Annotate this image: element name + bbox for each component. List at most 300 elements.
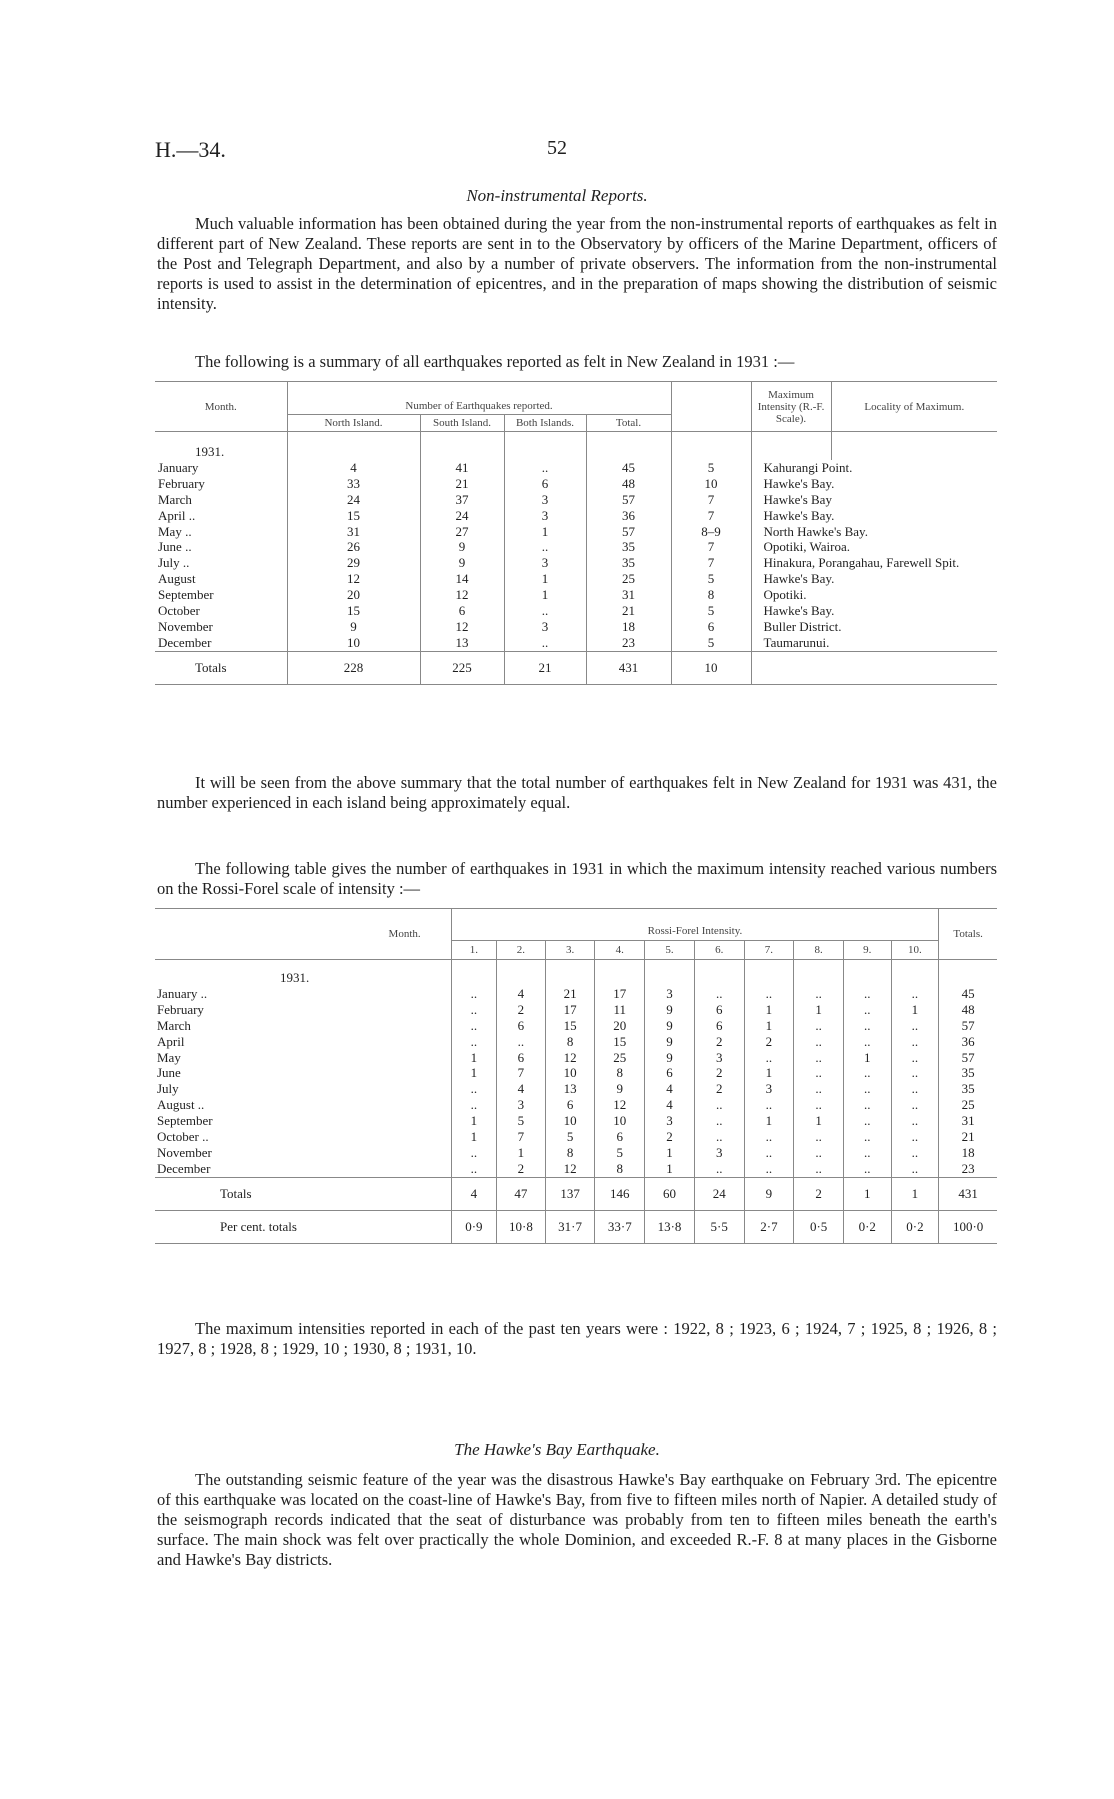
percent-total-cell: 100·0 <box>939 1210 997 1243</box>
table-row <box>155 476 997 492</box>
intensity-cell: 4 <box>645 1097 695 1113</box>
intensity-cell: 1 <box>843 1050 891 1066</box>
intensity-cell: 1 <box>497 1145 546 1161</box>
intensity-cell: 7 <box>497 1065 546 1081</box>
table-row <box>155 524 997 540</box>
month-cell: November <box>157 1144 212 1160</box>
north-cell: 9 <box>287 619 420 635</box>
intensity-cell: 1 <box>744 1018 794 1034</box>
intensity-cell: 1 <box>645 1145 695 1161</box>
month-cell: June <box>157 1065 181 1081</box>
intensity-level-header: 6. <box>694 941 744 960</box>
totals-cell: 4 <box>451 1177 496 1210</box>
total-cell: 18 <box>586 619 671 635</box>
both-cell: 1 <box>504 587 586 603</box>
intensity-cell: .. <box>694 986 744 1002</box>
intensity-cell: .. <box>891 1034 939 1050</box>
table-row <box>155 1097 997 1113</box>
south-cell: 14 <box>420 571 504 587</box>
table-row <box>155 571 997 587</box>
rossi-forel-table <box>155 908 997 1244</box>
south-cell: 13 <box>420 635 504 651</box>
row-total-cell: 23 <box>939 1161 997 1177</box>
intensity-cell: .. <box>794 1145 844 1161</box>
both-cell: .. <box>504 603 586 619</box>
table-row <box>155 460 997 476</box>
intensity-cell: 9 <box>595 1081 645 1097</box>
intensity-level-header: 9. <box>843 941 891 960</box>
percent-cell: 0·9 <box>451 1210 496 1243</box>
south-cell: 9 <box>420 555 504 571</box>
month-cell: January .. <box>157 985 208 1001</box>
intensity-level-header: 7. <box>744 941 794 960</box>
t2-totals-header: Totals. <box>939 909 997 960</box>
intensity-cell: 8 <box>595 1065 645 1081</box>
month-cell: January <box>158 459 199 475</box>
intensity-cell: 3 <box>645 1113 695 1129</box>
intensity-cell: .. <box>451 986 496 1002</box>
col-month-header: Month. <box>204 400 237 413</box>
month-cell: June .. <box>158 539 192 555</box>
month-cell: October <box>158 603 200 619</box>
north-cell: 15 <box>287 508 420 524</box>
totals-locality-empty <box>751 651 831 684</box>
max-cell: 7 <box>671 555 751 571</box>
intensity-cell: .. <box>451 1002 496 1018</box>
intensity-cell: 9 <box>645 1050 695 1066</box>
intensity-cell: .. <box>451 1097 496 1113</box>
intensity-cell: 5 <box>545 1129 595 1145</box>
intensity-cell: 10 <box>595 1113 645 1129</box>
totals-south: 225 <box>420 651 504 684</box>
intensity-cell: 12 <box>595 1097 645 1113</box>
locality-cell: Hawke's Bay. <box>751 603 831 619</box>
intensity-level-header: 4. <box>595 941 645 960</box>
intensity-cell: 1 <box>645 1161 695 1177</box>
both-cell: .. <box>504 460 586 476</box>
both-cell: .. <box>504 635 586 651</box>
intensity-cell: 1 <box>451 1065 496 1081</box>
intensity-cell: 1 <box>794 1002 844 1018</box>
total-cell: 25 <box>586 571 671 587</box>
intensity-cell: .. <box>451 1145 496 1161</box>
intensity-level-header: 1. <box>451 941 496 960</box>
south-cell: 6 <box>420 603 504 619</box>
table-row <box>155 1113 997 1129</box>
table-row <box>155 1002 997 1018</box>
intensity-level-header: 5. <box>645 941 695 960</box>
locality-cell: Taumarunui. <box>751 635 831 651</box>
percent-cell: 31·7 <box>545 1210 595 1243</box>
totals-row <box>155 651 997 684</box>
intensity-cell: .. <box>451 1018 496 1034</box>
month-cell: May <box>157 1049 181 1065</box>
intensity-cell: 25 <box>595 1050 645 1066</box>
intensity-cell: .. <box>451 1161 496 1177</box>
row-total-cell: 25 <box>939 1097 997 1113</box>
locality-cell: Opotiki, Wairoa. <box>751 539 831 555</box>
intensity-cell: 12 <box>545 1050 595 1066</box>
intensity-cell: .. <box>891 1161 939 1177</box>
table-row <box>155 587 997 603</box>
locality-cell: Hawke's Bay. <box>751 476 831 492</box>
intensity-cell: .. <box>794 1018 844 1034</box>
table-row <box>155 635 997 651</box>
intensity-cell: .. <box>794 1081 844 1097</box>
intensity-cell: 12 <box>545 1161 595 1177</box>
percent-row <box>155 1210 997 1243</box>
intensity-cell: 2 <box>744 1034 794 1050</box>
table-row <box>155 1081 997 1097</box>
intensity-cell: .. <box>794 1097 844 1113</box>
row-total-cell: 35 <box>939 1081 997 1097</box>
intensity-cell: .. <box>497 1034 546 1050</box>
percent-cell: 0·5 <box>794 1210 844 1243</box>
locality-cell: Buller District. <box>751 619 831 635</box>
month-cell: July .. <box>158 555 190 571</box>
intensity-cell: 11 <box>595 1002 645 1018</box>
intensity-cell: 10 <box>545 1113 595 1129</box>
intensity-cell: 2 <box>694 1065 744 1081</box>
month-cell: November <box>158 618 213 634</box>
table1-intro: The following is a summary of all earthquakes reported as felt in New Zealand in 1931 :— <box>195 352 795 371</box>
north-cell: 12 <box>287 571 420 587</box>
both-cell: .. <box>504 539 586 555</box>
south-cell: 9 <box>420 539 504 555</box>
total-cell: 45 <box>586 460 671 476</box>
max-cell: 5 <box>671 603 751 619</box>
totals-cell: 137 <box>545 1177 595 1210</box>
both-cell: 3 <box>504 492 586 508</box>
row-total-cell: 36 <box>939 1034 997 1050</box>
row-total-cell: 21 <box>939 1129 997 1145</box>
intensity-cell: .. <box>451 1034 496 1050</box>
both-cell: 3 <box>504 619 586 635</box>
max-cell: 5 <box>671 571 751 587</box>
col-reported-header: Number of Earthquakes reported. <box>287 382 671 415</box>
table-row <box>155 1050 997 1066</box>
intensity-cell: .. <box>843 1018 891 1034</box>
intensity-cell: 5 <box>595 1145 645 1161</box>
totals-cell: 2 <box>794 1177 844 1210</box>
table-row <box>155 603 997 619</box>
row-total-cell: 35 <box>939 1065 997 1081</box>
table-row <box>155 1145 997 1161</box>
intensity-cell: 3 <box>497 1097 546 1113</box>
intensity-cell: .. <box>891 1113 939 1129</box>
south-cell: 12 <box>420 619 504 635</box>
percent-cell: 33·7 <box>595 1210 645 1243</box>
intensity-cell: .. <box>891 1065 939 1081</box>
intensity-cell: 2 <box>694 1081 744 1097</box>
section-heading-hawkes-bay: The Hawke's Bay Earthquake. <box>454 1440 660 1459</box>
intensity-cell: 3 <box>645 986 695 1002</box>
row-total-cell: 45 <box>939 986 997 1002</box>
intensity-cell: 20 <box>595 1018 645 1034</box>
intensity-cell: .. <box>694 1113 744 1129</box>
percent-cell: 5·5 <box>694 1210 744 1243</box>
intensity-cell: .. <box>744 1129 794 1145</box>
max-cell: 8–9 <box>671 524 751 540</box>
total-cell: 31 <box>586 587 671 603</box>
intro-paragraph: Much valuable information has been obtained during the year from the non-instrumental reports of earthquakes as felt in different part of New Zealand. These reports are sent in to the Observatory by officers of the Marine Department, officers of the Post and Telegraph Department, and also by a number of private observers. The information from the non-instrumental reports is used to assist in the determination of epicentres, and in the preparation of maps showing the distribution of seismic intensity. <box>157 214 997 313</box>
intensity-cell: 13 <box>545 1081 595 1097</box>
table-row <box>155 986 997 1002</box>
month-cell: July <box>157 1081 179 1097</box>
north-cell: 10 <box>287 635 420 651</box>
month-cell: April .. <box>158 507 196 523</box>
intensity-cell: 1 <box>451 1113 496 1129</box>
intensity-cell: 1 <box>451 1050 496 1066</box>
intensity-cell: .. <box>794 1034 844 1050</box>
north-cell: 20 <box>287 587 420 603</box>
row-total-cell: 57 <box>939 1050 997 1066</box>
intensity-cell: .. <box>794 1161 844 1177</box>
month-cell: March <box>157 1017 191 1033</box>
both-cell: 1 <box>504 524 586 540</box>
intensity-cell: .. <box>794 986 844 1002</box>
totals-total: 431 <box>586 651 671 684</box>
north-cell: 4 <box>287 460 420 476</box>
intensity-cell: .. <box>744 1161 794 1177</box>
totals-cell: 24 <box>694 1177 744 1210</box>
intensity-cell: .. <box>843 1081 891 1097</box>
year-label: 1931. <box>195 444 225 459</box>
locality-cell: Hawke's Bay. <box>751 508 831 524</box>
locality-cell: Hinakura, Porangahau, Farewell Spit. <box>751 555 831 571</box>
intensity-cell: .. <box>744 986 794 1002</box>
both-cell: 6 <box>504 476 586 492</box>
intensity-level-header: 10. <box>891 941 939 960</box>
intensity-cell: .. <box>843 1097 891 1113</box>
totals-north: 228 <box>287 651 420 684</box>
totals-cell: 47 <box>497 1177 546 1210</box>
intensity-cell: .. <box>843 1145 891 1161</box>
hawkes-bay-paragraph: The outstanding seismic feature of the year was the disastrous Hawke's Bay earthquake on February 3rd. The epicentre of this earthquake was located on the coast-line of Hawke's Bay, from five to fifteen miles north of Napier. A detailed study of the seismograph records indicated that the seat of disturbance was probably from ten to fifteen miles beneath the earth's surface. The main shock was felt over practically the whole Dominion, and exceeded R.-F. 8 at many places in the Gisborne and Hawke's Bay districts. <box>157 1470 997 1569</box>
intensity-cell: 4 <box>497 986 546 1002</box>
intensity-cell: .. <box>843 1065 891 1081</box>
totals-label: Totals <box>195 659 227 675</box>
north-cell: 24 <box>287 492 420 508</box>
intensity-cell: .. <box>694 1161 744 1177</box>
table-row <box>155 1065 997 1081</box>
t2-month-header: Month. <box>388 928 421 940</box>
intensity-level-header: 2. <box>497 941 546 960</box>
max-cell: 7 <box>671 508 751 524</box>
intensity-cell: 3 <box>694 1145 744 1161</box>
intensity-cell: 7 <box>497 1129 546 1145</box>
intensity-cell: .. <box>891 1145 939 1161</box>
intensity-cell: .. <box>843 1129 891 1145</box>
table-row <box>155 1161 997 1177</box>
col-both-header: Both Islands. <box>504 415 586 432</box>
past-years-paragraph: The maximum intensities reported in each of the past ten years were : 1922, 8 ; 1923, 6 ; 1924, 7 ; 1925, 8 ; 1926, 8 ; 1927, 8 ; 1928, 8 ; 1929, 10 ; 1930, 8 ; 1931, 10. <box>157 1319 997 1358</box>
intensity-cell: .. <box>744 1050 794 1066</box>
intensity-cell: 5 <box>497 1113 546 1129</box>
total-cell: 57 <box>586 524 671 540</box>
intensity-cell: 6 <box>645 1065 695 1081</box>
intensity-cell: 2 <box>645 1129 695 1145</box>
locality-cell: Hawke's Bay <box>751 492 831 508</box>
intensity-cell: 2 <box>497 1002 546 1018</box>
col-total-header: Total. <box>586 415 671 432</box>
totals-row <box>155 1177 997 1210</box>
table-row <box>155 539 997 555</box>
intensity-cell: 21 <box>545 986 595 1002</box>
totals-cell: 60 <box>645 1177 695 1210</box>
south-cell: 21 <box>420 476 504 492</box>
table-row <box>155 492 997 508</box>
intensity-cell: .. <box>843 1002 891 1018</box>
intensity-cell: 3 <box>744 1081 794 1097</box>
month-cell: December <box>157 1160 211 1176</box>
table-row <box>155 508 997 524</box>
totals-cell: 9 <box>744 1177 794 1210</box>
max-cell: 7 <box>671 492 751 508</box>
intensity-cell: 3 <box>694 1050 744 1066</box>
south-cell: 41 <box>420 460 504 476</box>
intensity-cell: .. <box>891 1018 939 1034</box>
intensity-cell: 15 <box>545 1018 595 1034</box>
percent-cell: 0·2 <box>891 1210 939 1243</box>
max-cell: 5 <box>671 635 751 651</box>
totals-max: 10 <box>671 651 751 684</box>
month-cell: December <box>158 634 212 650</box>
summary-paragraph: It will be seen from the above summary that the total number of earthquakes felt in New Zealand for 1931 was 431, the number experienced in each island being approximately equal. <box>157 773 997 812</box>
month-cell: October .. <box>157 1129 209 1145</box>
totals-label: Totals <box>220 1185 252 1201</box>
locality-cell: Hawke's Bay. <box>751 571 831 587</box>
totals-cell: 1 <box>843 1177 891 1210</box>
col-locality-header: Locality of Maximum. <box>831 382 997 432</box>
t2-year-label: 1931. <box>280 970 310 985</box>
month-cell: August .. <box>157 1097 205 1113</box>
both-cell: 3 <box>504 508 586 524</box>
intensity-cell: 9 <box>645 1002 695 1018</box>
month-cell: September <box>157 1113 213 1129</box>
both-cell: 1 <box>504 571 586 587</box>
intensity-cell: 17 <box>595 986 645 1002</box>
intensity-cell: .. <box>891 986 939 1002</box>
row-total-cell: 48 <box>939 1002 997 1018</box>
south-cell: 37 <box>420 492 504 508</box>
max-cell: 5 <box>671 460 751 476</box>
intensity-level-header: 8. <box>794 941 844 960</box>
intensity-cell: 6 <box>694 1002 744 1018</box>
page-number: 52 <box>547 137 567 159</box>
intensity-cell: 1 <box>744 1113 794 1129</box>
intensity-cell: .. <box>451 1081 496 1097</box>
month-cell: May .. <box>158 523 192 539</box>
table-row <box>155 619 997 635</box>
total-cell: 36 <box>586 508 671 524</box>
max-cell: 8 <box>671 587 751 603</box>
intensity-cell: .. <box>891 1097 939 1113</box>
intensity-cell: 4 <box>497 1081 546 1097</box>
intensity-cell: .. <box>794 1050 844 1066</box>
intensity-cell: .. <box>794 1129 844 1145</box>
intensity-cell: 8 <box>595 1161 645 1177</box>
south-cell: 12 <box>420 587 504 603</box>
document-reference: H.—34. <box>155 137 226 162</box>
total-cell: 48 <box>586 476 671 492</box>
month-cell: August <box>158 571 196 587</box>
north-cell: 31 <box>287 524 420 540</box>
intensity-cell: 9 <box>645 1018 695 1034</box>
intensity-cell: .. <box>891 1081 939 1097</box>
row-total-cell: 31 <box>939 1113 997 1129</box>
section-heading-non-instrumental: Non-instrumental Reports. <box>466 186 648 205</box>
intensity-cell: 1 <box>891 1002 939 1018</box>
intensity-cell: 8 <box>545 1034 595 1050</box>
intensity-cell: 6 <box>545 1097 595 1113</box>
col-north-header: North Island. <box>287 415 420 432</box>
south-cell: 27 <box>420 524 504 540</box>
intensity-cell: .. <box>843 986 891 1002</box>
both-cell: 3 <box>504 555 586 571</box>
intensity-cell: 6 <box>694 1018 744 1034</box>
row-total-cell: 18 <box>939 1145 997 1161</box>
intensity-cell: 1 <box>744 1065 794 1081</box>
intensity-cell: .. <box>843 1034 891 1050</box>
north-cell: 29 <box>287 555 420 571</box>
total-cell: 57 <box>586 492 671 508</box>
percent-cell: 13·8 <box>645 1210 695 1243</box>
table-row <box>155 1129 997 1145</box>
table-row <box>155 1034 997 1050</box>
intensity-cell: .. <box>843 1113 891 1129</box>
max-cell: 7 <box>671 539 751 555</box>
north-cell: 15 <box>287 603 420 619</box>
north-cell: 33 <box>287 476 420 492</box>
total-cell: 35 <box>586 555 671 571</box>
month-cell: February <box>157 1001 204 1017</box>
intensity-cell: .. <box>843 1161 891 1177</box>
intensity-cell: 1 <box>451 1129 496 1145</box>
max-cell: 10 <box>671 476 751 492</box>
intensity-cell: .. <box>891 1050 939 1066</box>
intensity-cell: 8 <box>545 1145 595 1161</box>
grand-total-cell: 431 <box>939 1177 997 1210</box>
month-cell: April <box>157 1033 185 1049</box>
total-cell: 23 <box>586 635 671 651</box>
intensity-cell: .. <box>794 1065 844 1081</box>
percent-cell: 0·2 <box>843 1210 891 1243</box>
table-row <box>155 555 997 571</box>
intensity-level-header: 3. <box>545 941 595 960</box>
intensity-cell: .. <box>744 1145 794 1161</box>
percent-label: Per cent. totals <box>220 1218 297 1234</box>
intensity-cell: .. <box>744 1097 794 1113</box>
locality-cell: Opotiki. <box>751 587 831 603</box>
intensity-cell: 6 <box>497 1050 546 1066</box>
col-south-header: South Island. <box>420 415 504 432</box>
intensity-cell: 10 <box>545 1065 595 1081</box>
locality-cell: North Hawke's Bay. <box>751 524 831 540</box>
t2-scale-header: Rossi-Forel Intensity. <box>451 909 939 941</box>
table-row <box>155 1018 997 1034</box>
percent-cell: 2·7 <box>744 1210 794 1243</box>
totals-both: 21 <box>504 651 586 684</box>
intensity-cell: 6 <box>595 1129 645 1145</box>
intensity-cell: 6 <box>497 1018 546 1034</box>
intensity-cell: 15 <box>595 1034 645 1050</box>
row-total-cell: 57 <box>939 1018 997 1034</box>
intensity-cell: 17 <box>545 1002 595 1018</box>
total-cell: 21 <box>586 603 671 619</box>
intensity-cell: 9 <box>645 1034 695 1050</box>
totals-cell: 1 <box>891 1177 939 1210</box>
